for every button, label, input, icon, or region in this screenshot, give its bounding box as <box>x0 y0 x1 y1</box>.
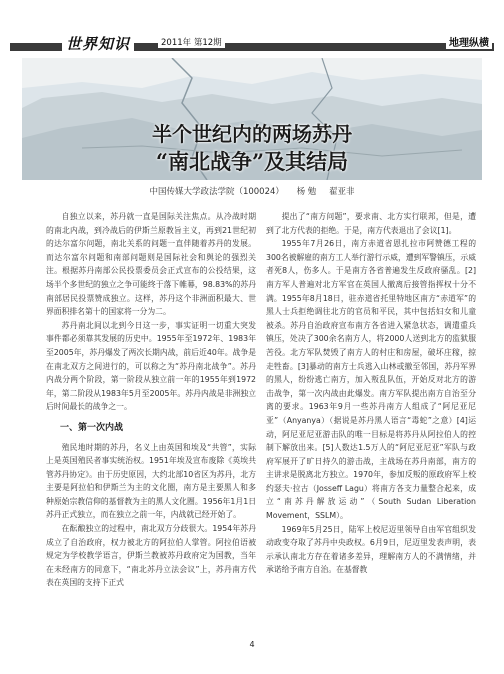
section-label: 地理纵横 <box>446 34 492 49</box>
paragraph: 在酝酿独立的过程中，南北双方分歧很大。1954年苏丹成立了自治政府，权力被北方的阿拉伯人掌管。阿拉伯语被规定为学校教学语言，伊斯兰教被苏丹政府定为国教，当年在未经南方的同意下，“南北苏丹立法会议”上，苏丹南方代表在英国的支持下正式 <box>46 524 256 588</box>
right-column <box>266 210 476 577</box>
byline <box>0 185 504 197</box>
author-name-2: 翟亚非 <box>329 187 355 197</box>
paragraph: 1969年5月25日，陆军上校尼迈里领导自由军官组织发动政变夺取了苏丹中央政权。6月9日，尼迈里发表声明，表示承认南北方存在着诸多差异，理解南方人的不满情绪，并承诺给予南方自治。在基督教 <box>266 524 476 575</box>
article-title-line1: 半个世纪内的两场苏丹 <box>152 122 352 146</box>
issue-label: 2011年 第12期 <box>158 36 225 48</box>
author-affiliation: 中国传媒大学政法学院（100024） <box>149 187 284 197</box>
paragraph: 自独立以来，苏丹就一直是国际关注焦点。从冷战时期的南北内战，到冷战后的伊斯兰原教旨主义，再到21世纪初的达尔富尔问题，南北关系的问题一直伴随着苏丹的发展。而达尔富尔问题和南部问题则是国际社会和舆论的强烈关注。根据苏丹南部公民投票委员会正式宣布的公投结果，这场半个多世纪的独立之争可能终于落下帷幕，98.83%的苏丹南部居民投票赞成独立。这样，苏丹这个非洲面积最大、世界面积排名第十的国家将一分为二。 <box>46 212 256 317</box>
paragraph: 1955年7月26日，南方赤道省恩扎拉市阿赞德工程的300名被解雇的南方工人举行游行示威，遭到军警镇压，示威者死8人，伤多人。于是南方各省普遍发生反政府骚乱。[2]南方军人普遍对北方军官在英国人撤离后接管指挥权十分不满。1955年8月18日，驻赤道省托里特地区南方“赤道军”的黑人士兵拒绝调往北方的官员和平民，其中包括妇女和儿童被杀。苏丹自治政府宣布南方各省进入紧急状态，调遣重兵镇压，处决了300余名南方人，将2000人送到北方的监狱服苦役。北方军队焚毁了南方人的村庄和房屋，破坏庄稼，掠走牲畜。[3]暴动的南方士兵逃入山林或撤至邻国，苏丹军界的黑人，纷纷逃亡南方，加入叛乱队伍，开始反对北方的游击战争，第一次内战由此爆发。南方军队提出南方自治至分离的要求。1963年9月一些苏丹南方人组成了“阿尼亚尼亚”（Anyanya）（据说是苏丹黑人语言“毒蛇”之意）[4]运动，阿尼亚尼亚游击队的唯一目标是将苏丹从阿拉伯人的控制下解放出来。[5]人数达1.5万人的“阿尼亚尼亚”军队与政府军展开了旷日持久的游击战，主战场在苏丹南部，南方的主讲求是脱离北方独立。1970年，参加反叛的原政府军上校约瑟夫·拉古（Josseff Lagu）将南方各支力量整合起来，成立“南苏丹解放运动”（South Sudan Liberation Movement，SSLM）。 <box>266 239 476 521</box>
left-column <box>46 210 256 590</box>
hero-map-image <box>22 58 482 180</box>
author-name: 杨 勉 <box>296 187 317 197</box>
page-number: 4 <box>249 640 255 649</box>
paragraph: 提出了“南方问题”，要求南、北方实行联邦，但是，遭到了北方代表的拒绝。于是，南方代表退出了会议[1]。 <box>266 212 476 235</box>
page-header <box>0 0 504 60</box>
paragraph: 苏丹南北间以北到今日这一步，事实证明一切重大突发事件都必须靠其发展的历史中。1955年至1972年、1983年至2005年，苏丹爆发了两次长期内战，前后近40年。战争是在南北双方之间进行的，可以称之为“苏丹南北战争”。苏丹内战分两个阶段，第一阶段从独立前一年的1955年到1972年，第二阶段从1983年5月至2005年。苏丹内战是非洲独立后时间最长的战争之一。 <box>46 320 256 412</box>
section-heading: 一、第一次内战 <box>60 422 124 433</box>
paragraph: 殖民地时期的苏丹，名义上由英国和埃及“共管”，实际上是英国殖民者事实统治权。1951年埃及宣布废除《英埃共管苏丹协定》。由于历史原因，大约北部10省区为苏丹，北方主要是阿拉伯和伊斯兰为主的文化圈，南方是主要黑人和多种原始宗教信仰的基督教为主的黑人文化圈。1956年1月1日苏丹正式独立，而在独立之前一年，内战就已经开始了。 <box>46 442 256 520</box>
magazine-logo: 世界知识 <box>62 33 134 54</box>
article-title-line2: “南北战争”及其结局 <box>155 149 349 174</box>
